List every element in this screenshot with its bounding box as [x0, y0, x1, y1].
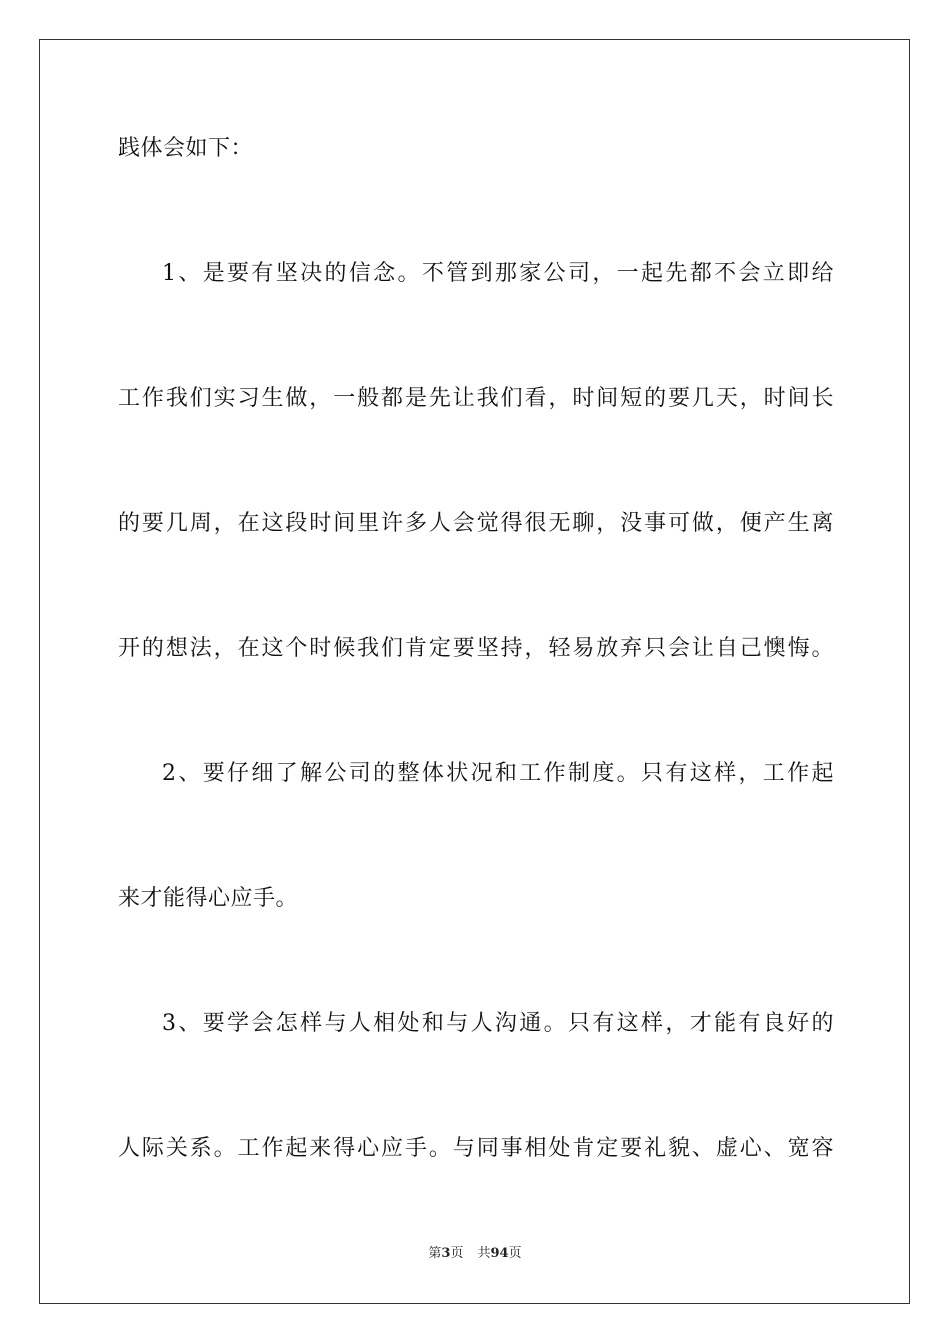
- text-line: 人际关系。工作起来得心应手。与同事相处肯定要礼貌、虚心、宽容: [118, 1136, 834, 1161]
- page-label-prefix: 第: [428, 1246, 442, 1261]
- page-footer: [0, 1245, 950, 1263]
- text-line: 来才能得心应手。: [118, 886, 299, 911]
- text-line: 开的想法，在这个时候我们肯定要坚持，轻易放弃只会让自己懊悔。: [118, 636, 834, 661]
- text-line: 2、要仔细了解公司的整体状况和工作制度。只有这样，工作起: [162, 761, 834, 786]
- total-pages: 94: [490, 1246, 509, 1261]
- text-line: 3、要学会怎样与人相处和与人沟通。只有这样，才能有良好的: [162, 1011, 834, 1036]
- text-line: 践体会如下：: [118, 136, 254, 161]
- page-label-suffix: 页: [450, 1246, 464, 1261]
- text-line: 的要几周，在这段时间里许多人会觉得很无聊，没事可做，便产生离: [118, 511, 834, 536]
- text-line: 1、是要有坚决的信念。不管到那家公司，一起先都不会立即给: [162, 261, 834, 286]
- total-label-prefix: 共: [477, 1246, 491, 1261]
- text-line: 工作我们实习生做，一般都是先让我们看，时间短的要几天，时间长: [118, 386, 834, 411]
- page-border: [39, 39, 910, 1304]
- page-number: 3: [441, 1246, 451, 1261]
- total-label-suffix: 页: [508, 1246, 522, 1261]
